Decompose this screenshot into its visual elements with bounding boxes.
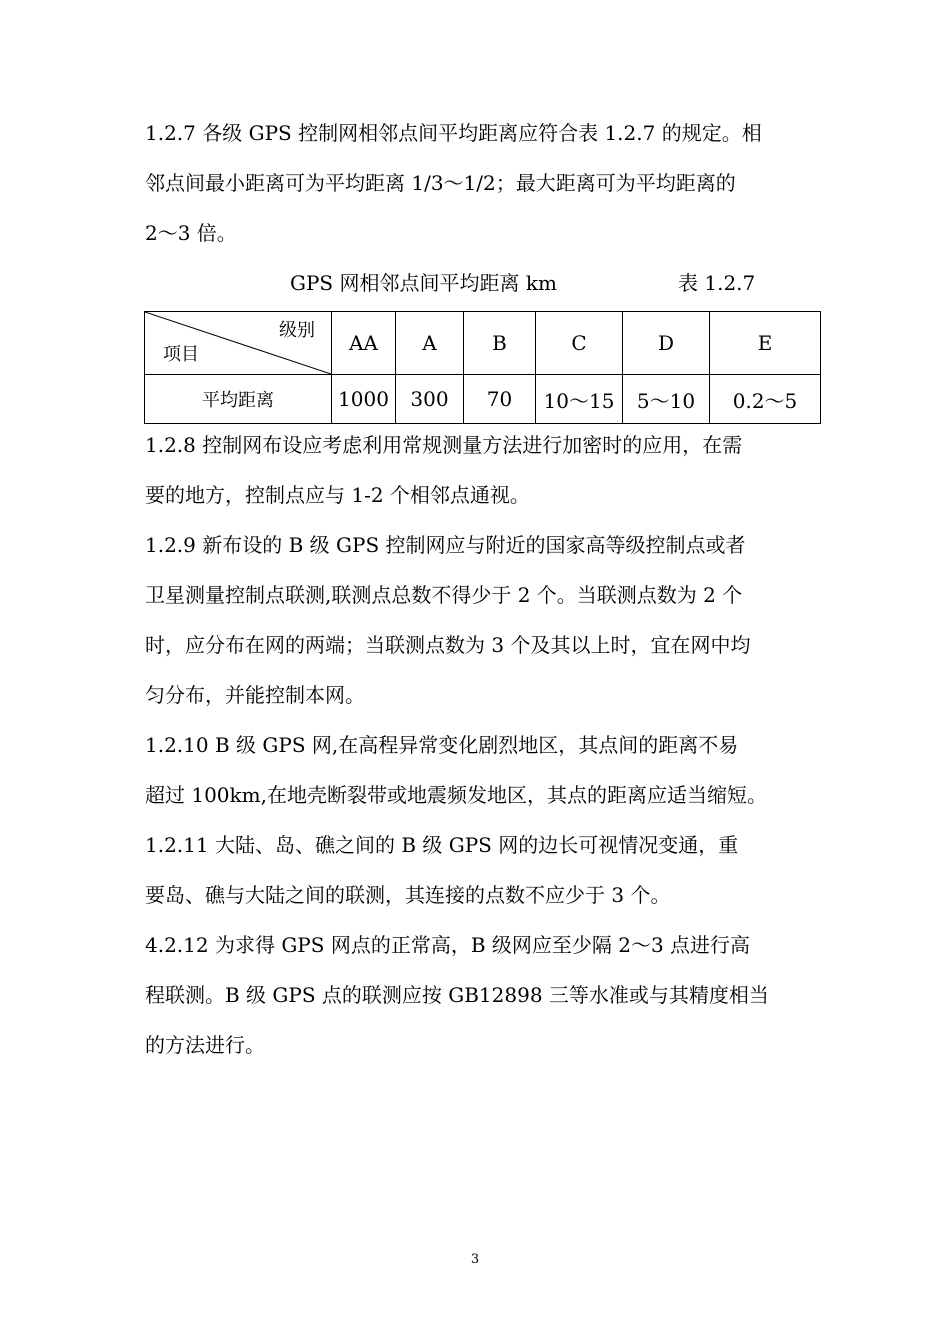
paragraph-line: 4.2.12 为求得 GPS 网点的正常高，B 级网应至少隔 2～3 点进行高 — [145, 933, 751, 957]
table-caption-number: 表 1.2.7 — [678, 271, 756, 295]
paragraph-line: 1.2.7 各级 GPS 控制网相邻点间平均距离应符合表 1.2.7 的规定。相 — [145, 121, 762, 145]
column-header: A — [396, 312, 464, 375]
paragraph-line: 2～3 倍。 — [145, 221, 237, 245]
column-header: C — [536, 312, 623, 375]
column-header: D — [623, 312, 710, 375]
paragraph-line: 要岛、礁与大陆之间的联测，其连接的点数不应少于 3 个。 — [145, 883, 671, 907]
table-header-row — [145, 312, 821, 375]
paragraph-line: 时，应分布在网的两端；当联测点数为 3 个及其以上时，宜在网中均 — [145, 633, 751, 657]
table-caption-title: GPS 网相邻点间平均距离 km — [290, 271, 557, 295]
page-number: 3 — [470, 1252, 480, 1267]
paragraph-line: 1.2.8 控制网布设应考虑利用常规测量方法进行加密时的应用，在需 — [145, 433, 743, 457]
table-cell: 1000 — [332, 375, 396, 424]
row-label: 平均距离 — [145, 375, 332, 424]
table-row — [145, 375, 821, 424]
paragraph-line: 匀分布，并能控制本网。 — [145, 683, 365, 707]
paragraph-line: 1.2.10 B 级 GPS 网,在高程异常变化剧烈地区，其点间的距离不易 — [145, 733, 739, 757]
column-header: E — [710, 312, 821, 375]
paragraph-line: 1.2.11 大陆、岛、礁之间的 B 级 GPS 网的边长可视情况变通，重 — [145, 833, 739, 857]
paragraph-line: 卫星测量控制点联测,联测点总数不得少于 2 个。当联测点数为 2 个 — [145, 583, 743, 607]
paragraph-line: 超过 100km,在地壳断裂带或地震频发地区，其点的距离应适当缩短。 — [145, 783, 767, 807]
column-header: AA — [332, 312, 396, 375]
diagonal-header-cell — [145, 312, 332, 375]
paragraph-line: 邻点间最小距离可为平均距离 1/3～1/2；最大距离可为平均距离的 — [145, 171, 736, 195]
paragraph-line: 的方法进行。 — [145, 1033, 265, 1057]
table-cell: 10～15 — [536, 375, 623, 424]
paragraph-line: 1.2.9 新布设的 B 级 GPS 控制网应与附近的国家高等级控制点或者 — [145, 533, 746, 557]
header-grade-label: 级别 — [279, 320, 315, 341]
paragraph-line: 要的地方，控制点应与 1-2 个相邻点通视。 — [145, 483, 530, 507]
paragraph-line: 程联测。B 级 GPS 点的联测应按 GB12898 三等水准或与其精度相当 — [145, 983, 769, 1007]
table-cell: 5～10 — [623, 375, 710, 424]
header-item-label: 项目 — [163, 344, 199, 365]
table-cell: 300 — [396, 375, 464, 424]
table-cell: 70 — [464, 375, 536, 424]
table-cell: 0.2～5 — [710, 375, 821, 424]
distance-table — [144, 311, 821, 424]
column-header: B — [464, 312, 536, 375]
